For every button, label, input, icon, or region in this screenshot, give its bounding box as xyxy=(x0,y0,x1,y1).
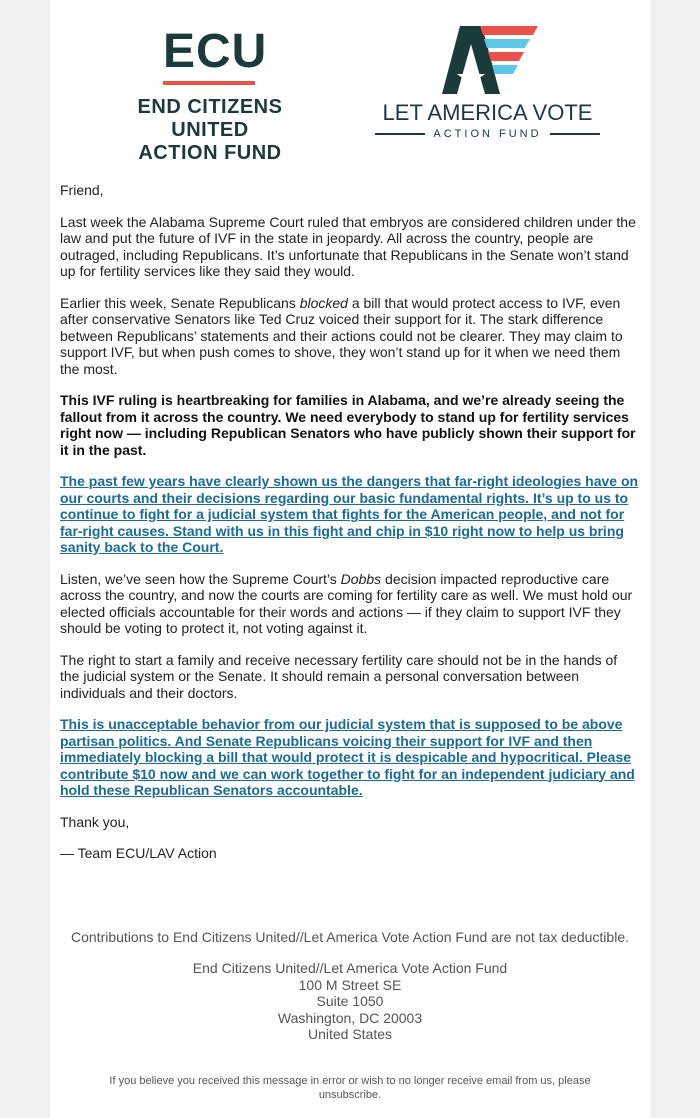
lav-logo-rule-right xyxy=(550,133,600,135)
paragraph-dobbs xyxy=(60,571,640,637)
address-street: 100 M Street SE xyxy=(298,976,402,993)
paragraph-heartbreaking: This IVF ruling is heartbreaking for families in Alabama, and we’re already seeing the fallout from it across the country. We need everybody to stand up for fertility services right now — including Republican Senators who have publicly shown their support for it in the past. xyxy=(60,392,636,458)
address-suite: Suite 1050 xyxy=(316,993,384,1009)
lav-logo xyxy=(365,26,610,148)
lav-logo-name: LET AMERICA VOTE xyxy=(382,100,593,125)
paragraph-blocked-bill xyxy=(60,295,640,378)
paragraph-blocked-bill-end: a bill that would protect access to IVF, even after conservative Senators like Ted Cruz voiced their support for it. The stark difference between Republicans’ statements and their actions could not be clearer. They may claim to support IVF, but when push comes to shove, they won’t stand up for it when we need them the most. xyxy=(60,294,623,377)
dobbs-emphasis: Dobbs xyxy=(340,570,382,587)
signature: — Team ECU/LAV Action xyxy=(60,845,217,861)
email-body xyxy=(60,182,640,877)
ecu-logo-name xyxy=(105,96,315,165)
ecu-logo xyxy=(105,25,315,164)
donate-link-court[interactable]: The past few years have clearly shown us the dangers that far-right ideologies have on our courts and their decisions regarding our basic fundamental rights. It’s up to us to continue to fight for a judicial system that fights for the American people, and not for far-right causes. Stand with us in this fight and chip in $10 right now to help us bring sanity back to the Court. xyxy=(60,473,639,555)
blocked-emphasis: blocked xyxy=(299,294,348,311)
donate-link-accountable[interactable]: This is unacceptable behavior from our judicial system that is supposed to be above partisan politics. And Senate Republicans voicing their support for IVF and then immediately blocking a bill that would protect it is despicable and hypocritical. Please contribute $10 now and we can work together to fight for an independent judiciary and hold these Republican Senators accountable. xyxy=(60,716,635,798)
paragraph-dobbs-end: decision impacted reproductive care across the country, and now the courts are coming for fertility care as well. We must hold our elected officials accountable for their words and actions — if they claim to support IVF they should be voting to protect it, not voting against it. xyxy=(60,570,633,636)
lav-logo-subtitle xyxy=(365,126,610,142)
paragraph-blocked-bill-start: Earlier this week, Senate Republicans xyxy=(60,294,300,311)
address-country: United States xyxy=(307,1026,393,1042)
ecu-logo-underline xyxy=(163,81,255,85)
header-logos xyxy=(50,0,650,170)
email-page xyxy=(50,0,650,1118)
tax-disclaimer: Contributions to End Citizens United//Let America Vote Action Fund are not tax deductible. xyxy=(71,929,629,945)
paragraph-dobbs-start: Listen, we’ve seen how the Supreme Court’s xyxy=(60,570,341,587)
ecu-logo-name-line2: ACTION FUND xyxy=(138,142,282,164)
paragraph-ruling: Last week the Alabama Supreme Court ruled that embryos are considered children under the law and put the future of IVF in the state in jeopardy. All across the country, people are outraged, including Republicans. It’s unfortunate that Republicans in the Senate won’t stand up for fertility services like they said they would. xyxy=(60,213,636,279)
paragraph-right-to-family: The right to start a family and receive necessary fertility care should not be in the hands of the judicial system or the Senate. It should remain a personal conversation between individuals and their doctors. xyxy=(60,651,618,701)
lav-star-flag-icon xyxy=(430,26,540,94)
unsubscribe-notice[interactable]: If you believe you received this message in error or wish to no longer receive email from us, please unsubscribe. xyxy=(109,1075,591,1101)
address-org: End Citizens United//Let America Vote Action Fund xyxy=(192,960,508,976)
mailing-address xyxy=(50,960,650,1043)
closing: Thank you, xyxy=(60,813,130,830)
ecu-logo-name-line1: END CITIZENS UNITED xyxy=(137,96,283,141)
lav-logo-sub-text: ACTION FUND xyxy=(433,128,542,140)
address-city: Washington, DC 20003 xyxy=(277,1009,423,1026)
lav-logo-rule-left xyxy=(375,133,425,135)
greeting: Friend, xyxy=(60,182,104,198)
ecu-logo-mark: ECU xyxy=(163,25,268,78)
